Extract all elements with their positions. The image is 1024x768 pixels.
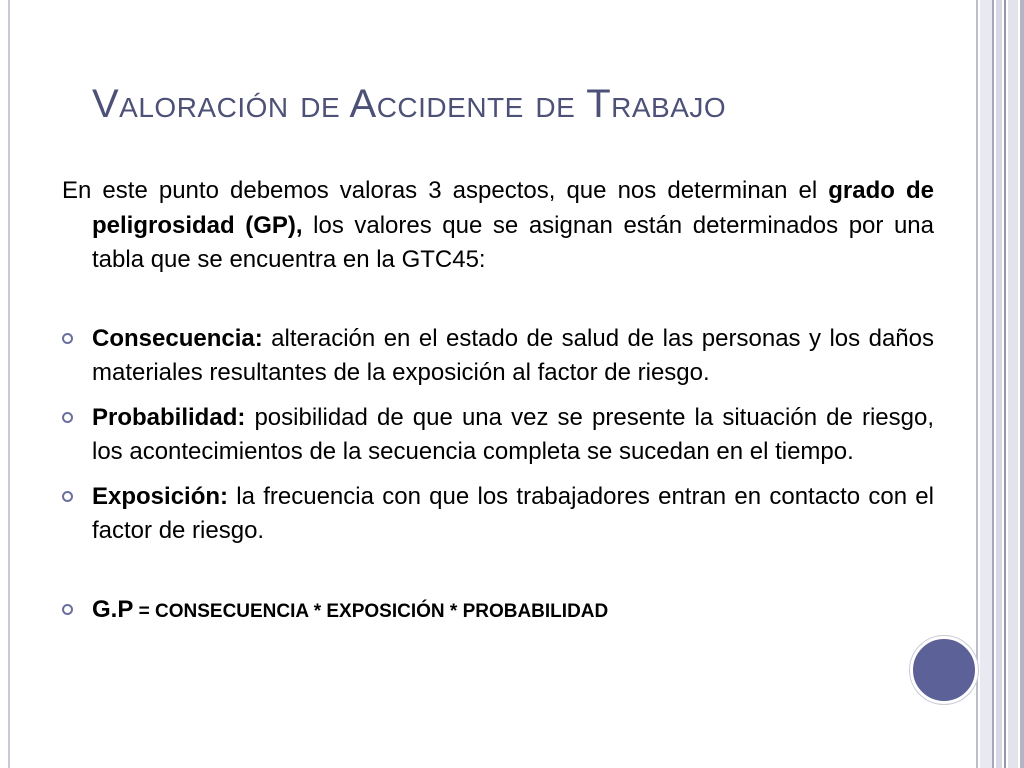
slide-title: Valoración de Accidente de Trabajo (92, 82, 727, 126)
bullet-term: Consecuencia: (92, 324, 263, 352)
intro-text-end: los valores que se asignan están determinados por una tabla que se encuentra en la GTC45: (92, 211, 934, 273)
decorative-circle (910, 636, 978, 704)
decorative-stripes (976, 0, 1024, 768)
intro-bold-term: grado de peligrosidad (GP), (92, 177, 934, 239)
bullet-icon (62, 491, 73, 502)
formula-line (62, 593, 934, 630)
bullet-consecuencia (62, 322, 934, 391)
bullet-icon (62, 333, 73, 344)
formula-lead: G.P (92, 595, 134, 623)
bullet-text: posibilidad de que una vez se presente la situación de riesgo, los acontecimientos de la secuencia completa se sucedan en el tiempo. (92, 403, 934, 465)
bullet-icon (62, 604, 73, 615)
intro-text-start: En este punto debemos valoras 3 aspectos, que nos determinan el (62, 177, 829, 204)
formula-rest: = CONSECUENCIA * EXPOSICIÓN * PROBABILIDAD (133, 600, 609, 622)
bullet-icon (62, 412, 73, 423)
slide-body (62, 174, 934, 629)
bullet-text: alteración en el estado de salud de las personas y los daños materiales resultantes de la exposición al factor de riesgo. (92, 324, 934, 386)
bullet-text: la frecuencia con que los trabajadores entran en contacto con el factor de riesgo. (92, 482, 934, 544)
intro-paragraph (62, 174, 934, 278)
bullet-term: Exposición: (92, 482, 229, 510)
bullet-probabilidad (62, 401, 934, 470)
bullet-exposicion (62, 480, 934, 549)
bullet-term: Probabilidad: (92, 403, 246, 431)
left-border-line (8, 0, 10, 768)
